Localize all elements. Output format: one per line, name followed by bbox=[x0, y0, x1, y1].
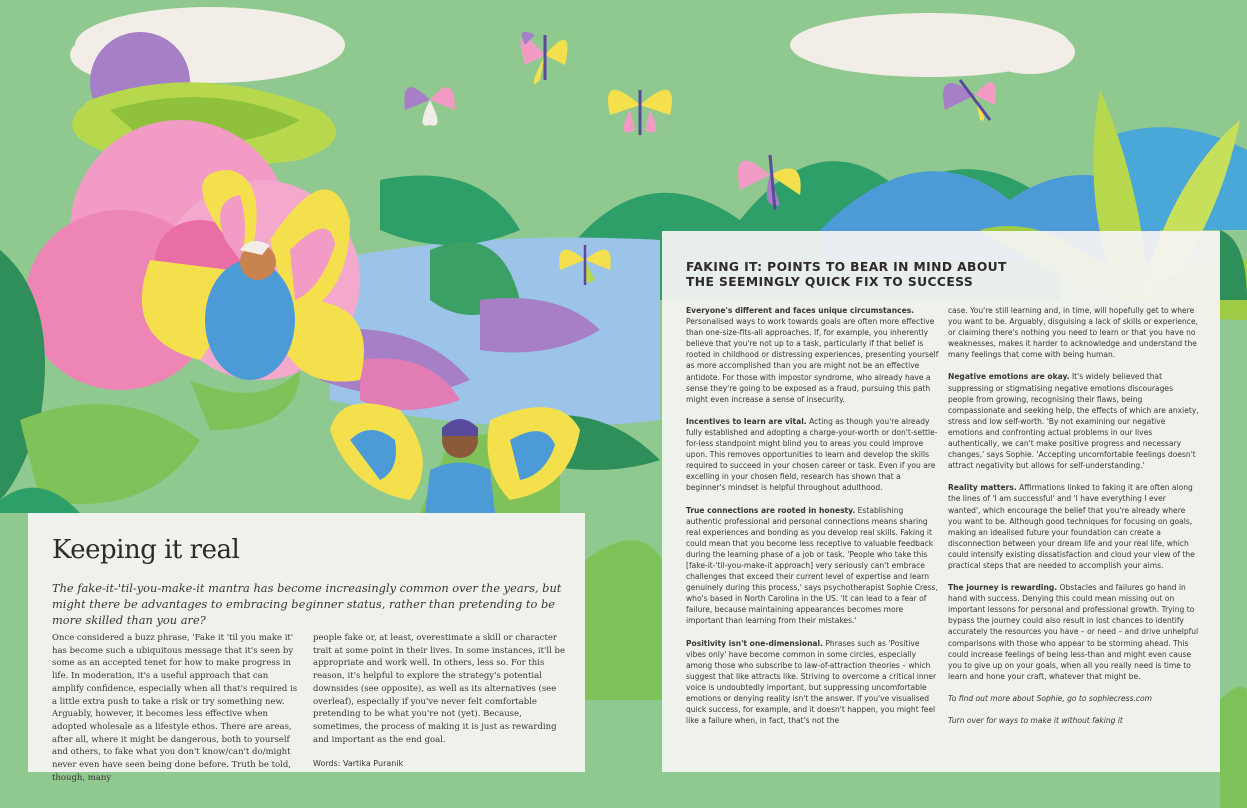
point-lead: Incentives to learn are vital. bbox=[686, 416, 807, 426]
boxout-heading-bold: FAKING IT: bbox=[686, 260, 763, 274]
article-title: Keeping it real bbox=[52, 535, 240, 565]
intro-paragraph-1: Once considered a buzz phrase, 'Fake it 'til you make it' has become such a ubiquitous message that it's seen by some as an accepted tenet for how to make progress in life. In moderation, it's a useful approach that can amplify confidence, especially when all that's required is a little extra push to take a risk or try something new. Arguably, however, it becomes less effective when adopted wholesale as a lifestyle ethos. There are areas, after all, where it might be dangerous, both to yourself and others, to fake what you don't know/can't do/might never even have seen being done before. Truth be told, though, many bbox=[52, 633, 298, 783]
butterfly-icon bbox=[521, 32, 568, 84]
point-lead: Reality matters. bbox=[948, 483, 1017, 493]
points-boxout bbox=[662, 231, 1220, 772]
point-body: Phrases such as 'Positive vibes only' have become common in some circles, especially among those who subscribe to law-of-attraction theories – which suggest that like attracts like. Striving to overcome a critical inner voice is undoubtedly important, but suppressing uncomfortable emotions or denying reality isn't the answer. If you've visualised quick success, for example, and it doesn't happen, you might feel like a failure when, in fact, that's not the bbox=[686, 638, 937, 726]
point-negative-emotions bbox=[948, 371, 1200, 471]
butterfly-icon bbox=[943, 80, 996, 121]
point-body: Personalised ways to work towards goals are often more effective than one-size-fits-all approaches. If, for example, you inherently believe that you're not up to a task, particularly if that belief is rooted in childhood or distressing experiences, presenting yourself as more accomplished than you are might not be an effective antidote. For those with impostor syndrome, who already have a sense they're going to be exposed as a fraud, pursuing this path might even increase a sense of insecurity. bbox=[686, 317, 939, 404]
intro-paragraph-2: people fake or, at least, overestimate a skill or character trait at some point in their lives. In some instances, it'll be appropriate and work well. In others, less so. For this reason, it's helpful to explore the strategy's potential downsides (see opposite), as well as its alternatives (see overleaf), especially if you've never felt comfortable pretending to be what you're not (yet). Because, sometimes, the process of making it is just as rewarding and important as the end goal. bbox=[313, 633, 565, 745]
point-incentives bbox=[686, 416, 940, 494]
point-lead: True connections are rooted in honesty. bbox=[686, 505, 856, 515]
point-lead: Negative emotions are okay. bbox=[948, 372, 1070, 382]
point-individual bbox=[686, 305, 940, 405]
intro-column-2 bbox=[313, 632, 565, 771]
boxout-heading-rest: POINTS TO BEAR IN MIND ABOUT THE SEEMINGLY QUICK FIX TO SUCCESS bbox=[686, 260, 1007, 289]
point-positivity-continued: case. You're still learning and, in time, will hopefully get to where you want to be. Arguably, disguising a lack of skills or experience, or claiming there's nothing you need to learn or that you have no weaknesses, makes it harder to acknowledge and understand the many feelings that come with being human. bbox=[948, 306, 1198, 360]
butterfly-icon bbox=[404, 87, 455, 126]
author-credit: Words: Vartika Puranik bbox=[313, 759, 404, 769]
point-journey bbox=[948, 582, 1200, 682]
boxout-column-1 bbox=[686, 305, 940, 737]
point-positivity bbox=[686, 638, 940, 727]
point-connections bbox=[686, 505, 940, 627]
point-body: Affirmations linked to faking it are often along the lines of 'I am successful' and 'I have everything I ever wanted', which encourage the belief that you're already where you want to be. Although good techniques for focusing on goals, making an idealised future your foundation can create a disconnection between your dream life and your real life, which could intensify existing dissatisfaction and cloud your view of the practical steps that are needed to accomplish your aims. bbox=[948, 483, 1195, 570]
intro-panel bbox=[28, 513, 585, 783]
point-reality bbox=[948, 482, 1200, 571]
butterfly-icon bbox=[608, 90, 672, 135]
point-body: Obstacles and failures go hand in hand with success. Denying this could mean missing out on important lessons for personal and professional growth. Trying to bypass the journey could also result in lost chances to identify accurately the resources you have – or need – and drive unhelpful comparisons with those who appear to be storming ahead. This could increase feelings of being less-than and might even cause you to give up on your goals, when all you really need is time to learn and hone your craft, whatever that might be. bbox=[948, 583, 1199, 681]
intro-column-1 bbox=[52, 632, 298, 784]
point-body: Establishing authentic professional and personal connections means sharing real experiences and bonding as you develop real skills. Faking it could mean that you become less receptive to valuable feedback during the learning phase of a job or task. 'People who take this [fake-it-'til-you-make-it approach] very seriously can't embrace challenges that exceed their current level of expertise and learn genuinely during this process,' says psychotherapist Sophie Cress, who's based in North Carolina in the US. 'It can lead to a fear of failure, because maintaining appearances becomes more important than learning from their mistakes.' bbox=[686, 505, 938, 626]
article-standfirst: The fake-it-'til-you-make-it mantra has become increasingly common over the years, but might there be advantages to embracing beginner status, rather than pretending to be more skilled than you are? bbox=[52, 581, 562, 627]
more-info-note: To find out more about Sophie, go to sophiecress.com bbox=[948, 693, 1153, 703]
turn-over-note: Turn over for ways to make it without faking it bbox=[948, 716, 1123, 725]
point-body: It's widely believed that suppressing or stigmatising negative emotions discourages people from growing, recognising their flaws, being compassionate and seeking help, the effects of which are anxiety, stress and low self-worth. 'By not examining our negative emotions and confronting actual problems in our lives authentically, we can't make positive progress and necessary changes,' says Sophie. 'Accepting uncomfortable feelings doesn't attract negativity but allows for self-understanding.' bbox=[948, 372, 1199, 471]
point-lead: The journey is rewarding. bbox=[948, 583, 1058, 593]
cloud-icon bbox=[790, 13, 1075, 77]
point-lead: Positivity isn't one-dimensional. bbox=[686, 638, 823, 648]
point-body: Acting as though you're already fully established and adopting a charge-your-worth or don't-settle-for-less standpoint might blind you to areas you could improve upon. This removes opportunities to learn and develop the skills required to succeed in your chosen career or task. Even if you are excelling in your chosen field, research has shown that a beginner's mindset is helpful throughout adulthood. bbox=[686, 416, 938, 493]
point-lead: Everyone's different and faces unique circumstances. bbox=[686, 306, 915, 315]
boxout-heading bbox=[686, 260, 1016, 290]
boxout-column-2 bbox=[948, 305, 1200, 737]
